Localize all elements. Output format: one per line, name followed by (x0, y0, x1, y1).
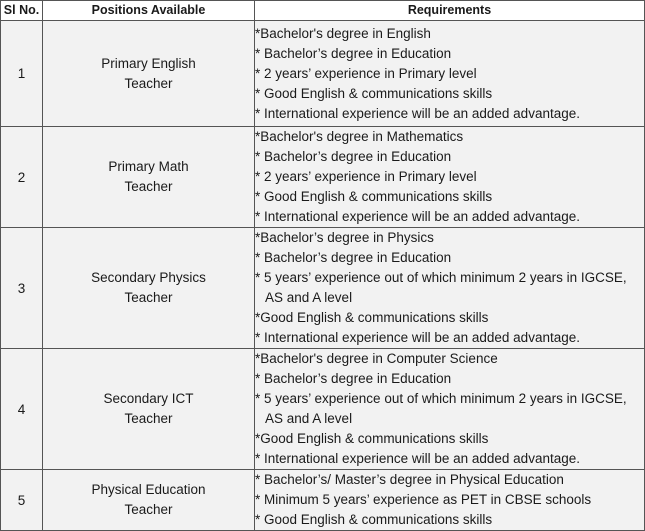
requirements-list (255, 127, 644, 227)
requirement-item: * Bachelor’s/ Master’s degree in Physical Education (255, 472, 564, 487)
position-name: Primary English Teacher (101, 55, 196, 91)
requirements-list (255, 470, 644, 530)
header-requirements: Requirements (255, 1, 645, 21)
requirements-list (255, 24, 644, 124)
requirements-cell (255, 470, 645, 531)
requirement-item: * International experience will be an added advantage. (255, 451, 580, 466)
requirement-item: *Bachelor's degree in English (255, 25, 431, 41)
requirement-item: *Bachelor’s degree in Physics (255, 230, 434, 245)
position-name: Physical Education Teacher (91, 482, 206, 517)
requirement-item: * Bachelor’s degree in Education (255, 149, 452, 164)
requirement-item: * Bachelor’s degree in Education (255, 45, 452, 61)
requirement-item: * Good English & communications skills (255, 85, 493, 101)
position-cell (43, 127, 255, 228)
requirement-item: * 5 years’ experience out of which minimum 2 years in IGCSE, AS and A level (255, 391, 627, 426)
requirements-list (255, 349, 644, 469)
sl-number: 5 (1, 470, 43, 531)
position-cell (43, 470, 255, 531)
table-header (1, 1, 645, 21)
header-sl-no: Sl No. (1, 1, 43, 21)
requirement-item: * Bachelor’s degree in Education (255, 250, 452, 265)
sl-number: 1 (1, 21, 43, 127)
requirement-item: * 5 years’ experience out of which minimum 2 years in IGCSE, AS and A level (255, 270, 627, 305)
table-row (1, 228, 645, 349)
position-cell (43, 349, 255, 470)
requirement-item: * International experience will be an added advantage. (255, 330, 580, 345)
requirements-cell (255, 349, 645, 470)
position-cell (43, 228, 255, 349)
sl-number: 3 (1, 228, 43, 349)
requirements-cell (255, 127, 645, 228)
header-positions: Positions Available (43, 1, 255, 21)
header-row (1, 1, 645, 21)
requirement-item: * 2 years’ experience in Primary level (255, 65, 477, 81)
requirement-item: * International experience will be an added advantage. (255, 105, 580, 121)
requirement-item: * International experience will be an added advantage. (255, 209, 580, 224)
requirements-cell (255, 21, 645, 127)
requirement-item: * Minimum 5 years’ experience as PET in CBSE schools (255, 492, 592, 507)
position-name: Primary Math Teacher (108, 159, 189, 194)
requirement-item: *Bachelor's degree in Mathematics (255, 129, 464, 144)
sl-number: 2 (1, 127, 43, 228)
requirement-item: * Bachelor’s degree in Education (255, 371, 452, 386)
requirements-list (255, 228, 644, 348)
table-body (1, 21, 645, 531)
table-row (1, 470, 645, 531)
table-row (1, 21, 645, 127)
position-name: Secondary ICT Teacher (103, 391, 194, 426)
requirement-item: *Good English & communications skills (255, 431, 489, 446)
requirement-item: * Good English & communications skills (255, 189, 493, 204)
requirement-item: * Good English & communications skills (255, 512, 493, 527)
position-name: Secondary Physics Teacher (91, 270, 206, 305)
table-row (1, 127, 645, 228)
requirements-cell (255, 228, 645, 349)
table-row (1, 349, 645, 470)
requirement-item: *Good English & communications skills (255, 310, 489, 325)
requirement-item: *Bachelor's degree in Computer Science (255, 351, 498, 366)
sl-number: 4 (1, 349, 43, 470)
requirement-item: * 2 years’ experience in Primary level (255, 169, 477, 184)
position-cell (43, 21, 255, 127)
